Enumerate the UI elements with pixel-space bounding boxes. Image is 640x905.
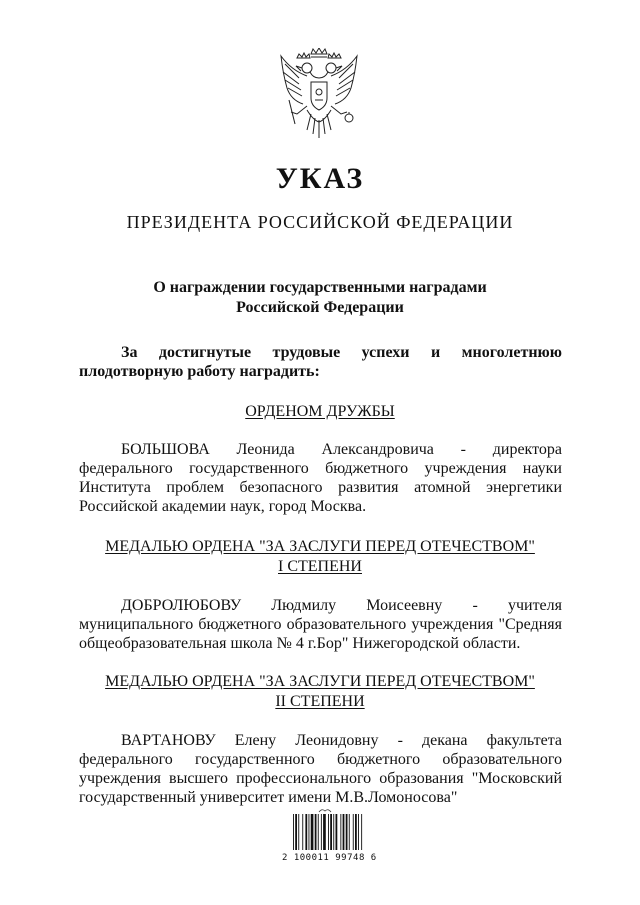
barcode-bar bbox=[330, 814, 332, 850]
award-heading bbox=[60, 537, 580, 577]
barcode-bar bbox=[293, 814, 294, 850]
barcode-bar bbox=[343, 814, 345, 850]
barcode-icon bbox=[292, 814, 374, 850]
barcode-number: 2 100011 99748 6 bbox=[282, 853, 377, 863]
barcode-bar bbox=[358, 814, 359, 850]
decree-subject-line: О награждении государственными наградами bbox=[153, 279, 487, 296]
barcode-bar bbox=[295, 814, 297, 850]
barcode-bar bbox=[333, 814, 334, 850]
barcode-bar bbox=[355, 814, 357, 850]
barcode-bar bbox=[309, 814, 310, 850]
award-recipient-text: БОЛЬШОВА Леонида Александровича - директора федерального государственного бюджетного учреждения науки Института проблем безопасного развития атомной энергетики Российской академии наук, город Москва. bbox=[79, 441, 562, 515]
barcode-bar bbox=[311, 814, 314, 850]
preamble-text: За достигнутые трудовые успехи и многолетнюю плодотворную работу наградить: bbox=[79, 344, 562, 380]
barcode-bar bbox=[302, 814, 303, 850]
barcode-bar bbox=[305, 814, 307, 850]
barcode-bar bbox=[340, 814, 341, 850]
award-recipient-text: ВАРТАНОВУ Елену Леонидовну - декана факультета федерального государственного бюджетного образовательного учреждения высшего профессионального образования "Московский государственный университет имени М.В.Ломоносова" bbox=[79, 732, 562, 806]
award-heading-line: ОРДЕНОМ ДРУЖБЫ bbox=[245, 403, 395, 420]
barcode-bar bbox=[349, 814, 350, 850]
award-heading-line: МЕДАЛЬЮ ОРДЕНА "ЗА ЗАСЛУГИ ПЕРЕД ОТЕЧЕСТВОМ" bbox=[105, 538, 535, 555]
barcode-bar bbox=[318, 814, 319, 850]
barcode-bar bbox=[353, 814, 354, 850]
barcode-bar bbox=[361, 814, 362, 850]
award-heading bbox=[60, 402, 580, 422]
barcode-bar bbox=[315, 814, 317, 850]
document-subtitle: ПРЕЗИДЕНТА РОССИЙСКОЙ ФЕДЕРАЦИИ bbox=[126, 212, 514, 232]
decree-subject bbox=[120, 278, 520, 318]
barcode-bar bbox=[321, 814, 322, 850]
decree-subject-line: Российской Федерации bbox=[236, 299, 404, 316]
award-heading-line: МЕДАЛЬЮ ОРДЕНА "ЗА ЗАСЛУГИ ПЕРЕД ОТЕЧЕСТВОМ" bbox=[105, 673, 535, 690]
barcode-bar bbox=[323, 814, 326, 850]
barcode-bar bbox=[336, 814, 338, 850]
award-heading-line: I СТЕПЕНИ bbox=[278, 558, 362, 575]
barcode-bar bbox=[346, 814, 348, 850]
document-title: УКАЗ bbox=[275, 162, 365, 195]
coat-of-arms-icon bbox=[277, 48, 361, 144]
barcode-bar bbox=[328, 814, 329, 850]
award-heading-line: II СТЕПЕНИ bbox=[275, 693, 365, 710]
award-heading bbox=[60, 672, 580, 712]
barcode-bar bbox=[298, 814, 299, 850]
award-recipient-text: ДОБРОЛЮБОВУ Людмилу Моисеевну - учителя муниципального бюджетного образовательного учреждения "Средняя общеобразовательная школа № 4 г.Бор" Нижегородской области. bbox=[79, 597, 562, 652]
barcode-mark-icon bbox=[318, 807, 332, 813]
